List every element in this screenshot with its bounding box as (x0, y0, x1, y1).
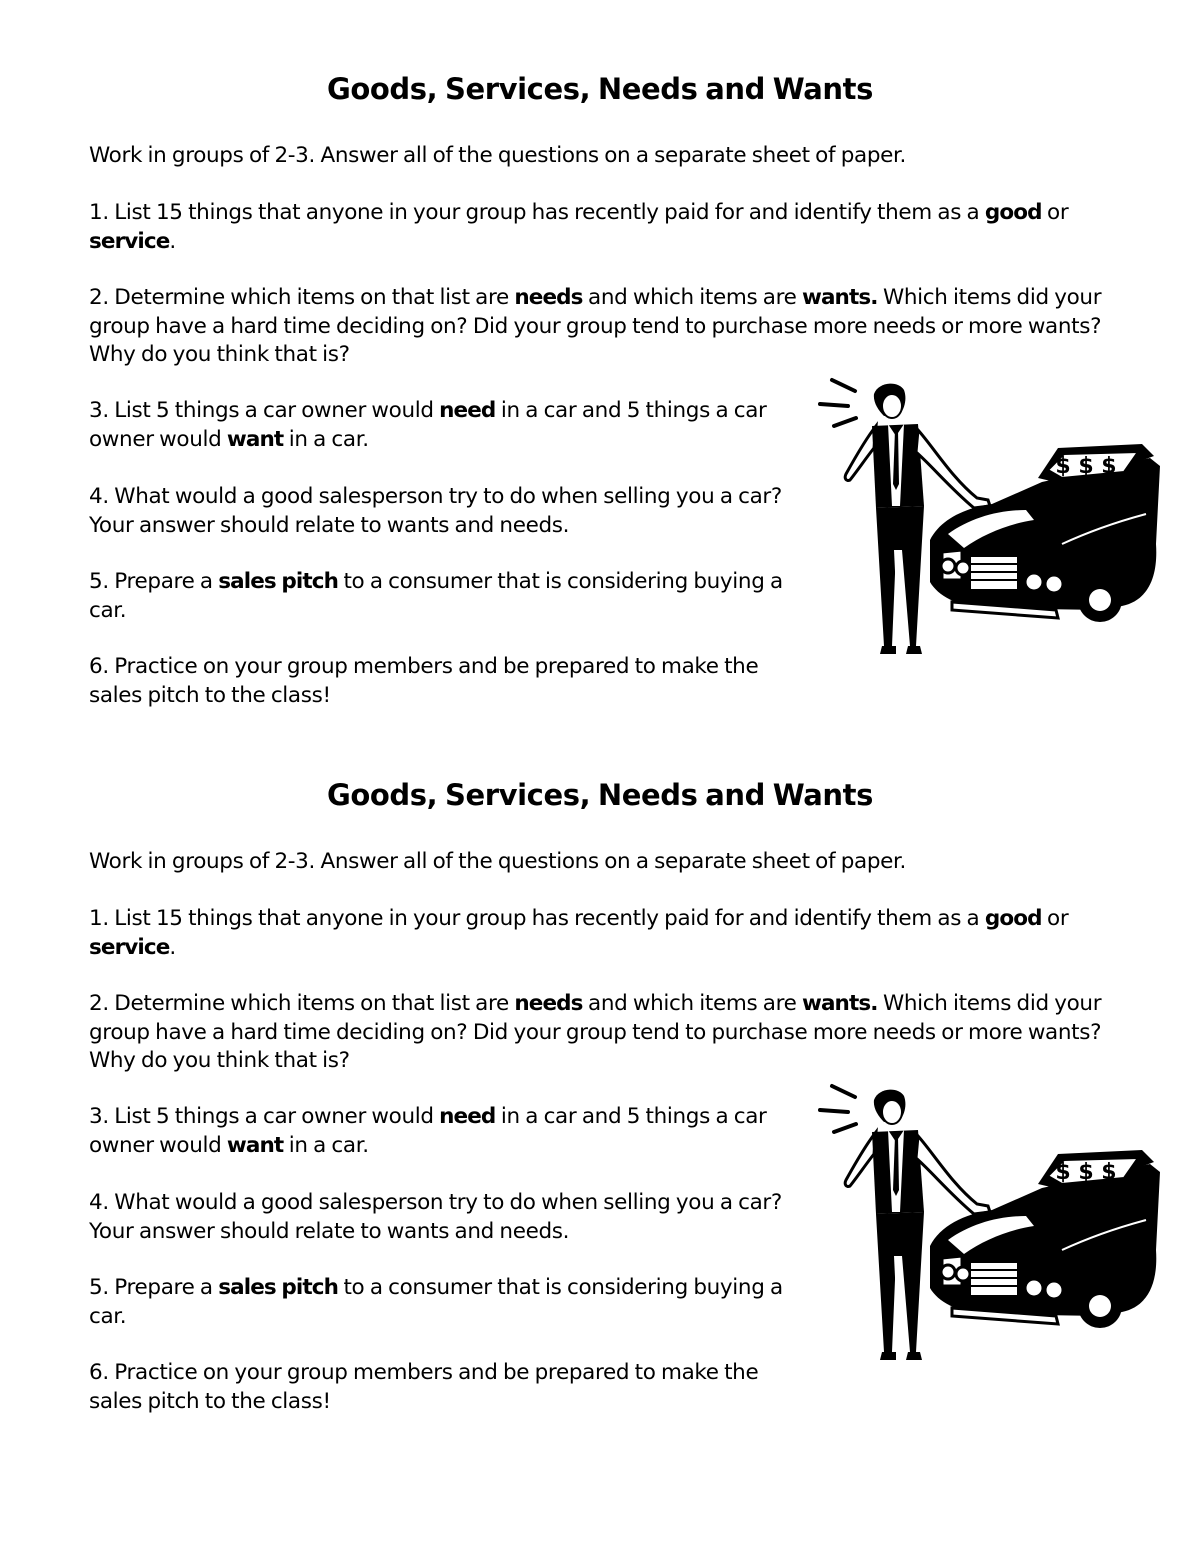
worksheet-title: Goods, Services, Needs and Wants (326, 72, 873, 106)
car-icon (930, 1150, 1160, 1328)
question-1: 1. List 15 things that anyone in your group has recently paid for and identify them as a good or service. (89, 200, 1069, 254)
question-5: 5. Prepare a sales pitch to a consumer that is considering buying a car. (89, 1275, 783, 1329)
question-2: 2. Determine which items on that list are needs and which items are wants. Which items did your group have a hard time deciding on? Did your group tend to purchase more needs or more wants? Why do you think that is? (89, 285, 1102, 367)
question-2: 2. Determine which items on that list are needs and which items are wants. Which items did your group have a hard time deciding on? Did your group tend to purchase more needs or more wants? Why do you think that is? (89, 991, 1102, 1073)
worksheet-copy-1 (0, 72, 1200, 772)
instructions: Work in groups of 2-3. Answer all of the questions on a separate sheet of paper. (89, 143, 906, 168)
question-6: 6. Practice on your group members and be prepared to make the sales pitch to the class! (89, 1360, 759, 1414)
instructions: Work in groups of 2-3. Answer all of the questions on a separate sheet of paper. (89, 849, 906, 874)
windshield-price-sign: $ $ $ (1055, 454, 1117, 479)
salesman-car-illustration (812, 1080, 1162, 1365)
salesman-car-illustration (812, 374, 1162, 659)
question-6: 6. Practice on your group members and be prepared to make the sales pitch to the class! (89, 654, 759, 708)
question-3: 3. List 5 things a car owner would need in a car and 5 things a car owner would want in a car. (89, 398, 767, 452)
emphasis-lines-icon (820, 380, 856, 426)
worksheet-title: Goods, Services, Needs and Wants (326, 778, 873, 812)
question-4: 4. What would a good salesperson try to do when selling you a car? Your answer should relate to wants and needs. (89, 484, 782, 538)
question-1: 1. List 15 things that anyone in your group has recently paid for and identify them as a good or service. (89, 906, 1069, 960)
question-5: 5. Prepare a sales pitch to a consumer that is considering buying a car. (89, 569, 783, 623)
windshield-price-sign: $ $ $ (1055, 1160, 1117, 1185)
question-4: 4. What would a good salesperson try to do when selling you a car? Your answer should relate to wants and needs. (89, 1190, 782, 1244)
worksheet-copy-2 (0, 778, 1200, 1478)
emphasis-lines-icon (820, 1086, 856, 1132)
question-3: 3. List 5 things a car owner would need in a car and 5 things a car owner would want in a car. (89, 1104, 767, 1158)
car-icon (930, 444, 1160, 622)
